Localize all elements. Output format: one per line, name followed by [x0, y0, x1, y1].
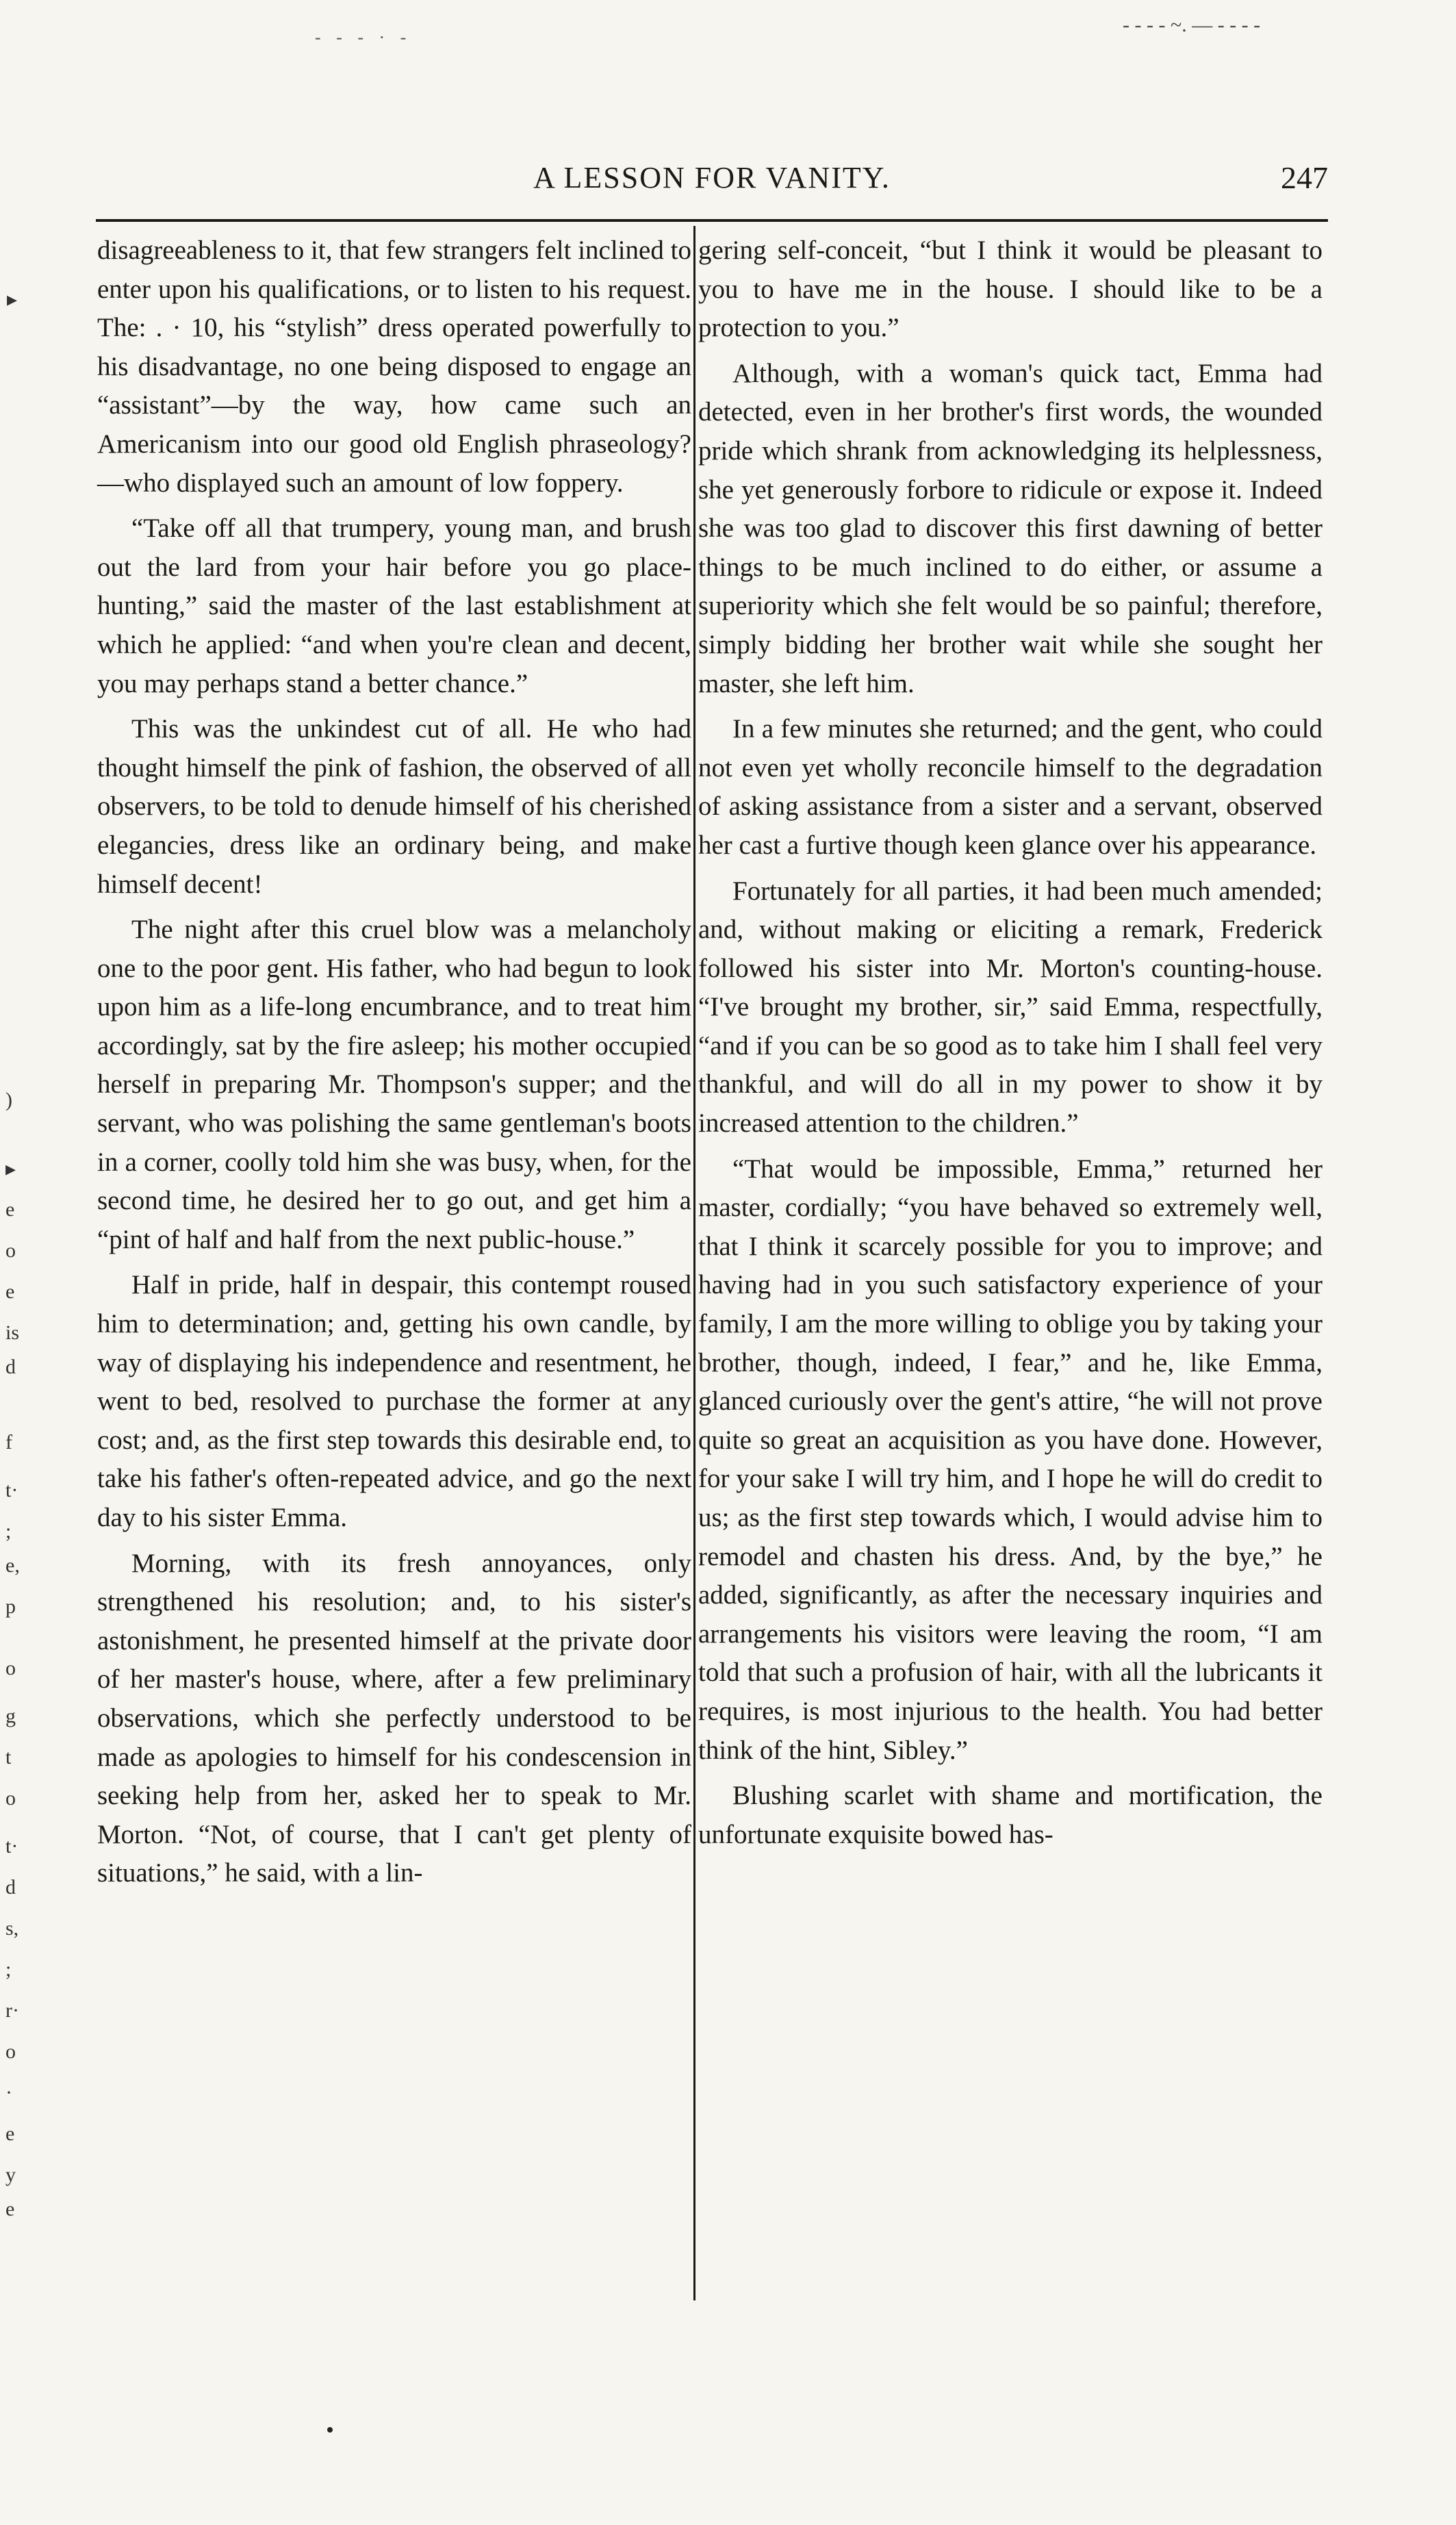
bleed-mark: · — [5, 2081, 12, 2104]
bleed-mark: o — [5, 1657, 16, 1679]
bleed-mark: ; — [5, 1958, 12, 1981]
paragraph: disagreeableness to it, that few strangers felt inclined to enter upon his qualifications, or to listen to his request. The: . · 10, his “stylish” dress operated powerfully to his disadvantage, no one being disposed to engage an “assistant”—by the way, how came such an Americanism into our good old English phraseology?—who displayed such an amount of low foppery. — [97, 236, 691, 498]
bleed-mark: ) — [5, 1089, 12, 1111]
column-divider — [693, 226, 695, 2300]
paragraph: Blushing scarlet with shame and mortification, the unfortunate exquisite bowed has- — [698, 1781, 1323, 1849]
bleed-mark: is — [5, 1321, 20, 1344]
paragraph: “Take off all that trumpery, young man, and brush out the lard from your hair before you go place-hunting,” said the master of the last establishment at which he applied: “and when you're clean and decent, you may perhaps stand a better chance.” — [97, 513, 691, 698]
bleed-mark: e — [5, 1198, 15, 1221]
bleed-mark: p — [5, 1595, 16, 1618]
bleed-mark: d — [5, 1876, 16, 1899]
right-column — [698, 231, 1323, 1861]
bleed-mark: ▸ — [7, 288, 18, 311]
ink-spot — [327, 2427, 333, 2433]
paragraph: Half in pride, half in despair, this contempt roused him to determination; and, getting his own candle, by way of displaying his independence and resentment, he went to bed, resolved to purchase the former at any cost; and, as the first step towards this desirable end, to take his father's often-repeated advice, and go the next day to his sister Emma. — [97, 1270, 691, 1532]
bleed-mark: e — [5, 2198, 15, 2220]
margin-bleed-through — [0, 0, 68, 2525]
running-title: A LESSON FOR VANITY. — [533, 161, 891, 194]
bleed-mark: s, — [5, 1917, 19, 1940]
bleed-mark: o — [5, 1239, 16, 1262]
bleed-mark: e, — [5, 1554, 20, 1577]
bleed-mark: f — [5, 1431, 12, 1454]
bleed-mark: t· — [5, 1479, 18, 1501]
paragraph: In a few minutes she returned; and the gent, who could not even yet wholly reconcile himself to the degradation of asking assistance from a sister and a servant, observed her cast a furtive though keen glance over his appearance. — [698, 714, 1323, 860]
bleed-mark: y — [5, 2164, 16, 2186]
paragraph: The night after this cruel blow was a melancholy one to the poor gent. His father, who had begun to look upon him as a life-long encumbrance, and to treat him accordingly, sat by the fire asleep; his mother occupied herself in preparing Mr. Thompson's supper; and the servant, who was polishing the same gentleman's boots in a corner, coolly told him she was busy, when, for the second time, he desired her to go out, and get him a “pint of half and half from the next public-house.” — [97, 915, 691, 1254]
paragraph: “That would be impossible, Emma,” returned her master, cordially; “you have behaved so extremely well, that I think it scarcely possible for you to improve; and having had in you such satisfactory experience of your family, I am the more willing to oblige you by taking your brother, though, indeed, I fear,” and he, like Emma, glanced curiously over the gent's attire, “he will not prove quite so great an acquisition as you have done. However, for your sake I will try him, and I hope he will do credit to us; as the first step towards which, I would advise him to remodel and chasten his dress. And, by the bye,” he added, significantly, as after the necessary inquiries and arrangements his visitors were leaving the room, “I am told that such a profusion of hair, with all the lubricants it requires, is most injurious to the health. You had better think of the hint, Sibley.” — [698, 1154, 1323, 1765]
paragraph: Fortunately for all parties, it had been much amended; and, without making or eliciting a remark, Frederick followed his sister into Mr. Morton's counting-house. “I've brought my brother, sir,” said Emma, respectfully, “and if you can be so good as to take him I shall feel very thankful, and will do all in my power to show it by increased attention to the children.” — [698, 876, 1323, 1139]
bleed-mark: ▸ — [5, 1158, 16, 1180]
bleed-mark: o — [5, 2040, 16, 2063]
header-rule — [96, 219, 1328, 222]
paragraph: Although, with a woman's quick tact, Emma had detected, even in her brother's first words, the wounded pride which shrank from acknowledging its helplessness, she yet generously forbore to ridicule or expose it. Indeed she was too glad to discover this first dawning of better things to be much inclined to do either, or assume a superiority which she felt would be so painful; therefore, simply bidding her brother wait while she sought her master, she left him. — [698, 358, 1323, 698]
paragraph: Morning, with its fresh annoyances, only strengthened his resolution; and, to his sister's astonishment, he presented himself at the private door of her master's house, where, after a few preliminary observations, which she perfectly understood to be made as apologies to himself for his condescension in seeking help from her, asked her to speak to Mr. Morton. “Not, of course, that I can't get plenty of situations,” he said, with a lin- — [97, 1548, 691, 1888]
page-number: 247 — [1281, 160, 1328, 195]
paragraph: gering self-conceit, “but I think it would be pleasant to you to have me in the house. I should like to be a protection to you.” — [698, 236, 1323, 343]
bleed-mark: o — [5, 1787, 16, 1810]
bleed-mark: ; — [5, 1520, 12, 1543]
paragraph: This was the unkindest cut of all. He who had thought himself the pink of fashion, the observed of all observers, to be told to denude himself of his cherished elegancies, dress like an ordinary being, and make himself decent! — [97, 714, 691, 899]
print-artifact: - - - · - — [315, 27, 412, 47]
bleed-mark: t· — [5, 1835, 18, 1857]
bleed-mark: g — [5, 1705, 16, 1727]
bleed-mark: t — [5, 1746, 12, 1768]
bleed-mark: e — [5, 2122, 15, 2145]
bleed-mark: e — [5, 1280, 15, 1303]
bleed-mark: d — [5, 1356, 16, 1378]
page-header — [96, 154, 1328, 202]
bleed-mark: r· — [5, 1999, 19, 2022]
print-artifact: - - - - ~. — - - - - — [1123, 14, 1261, 36]
left-column — [97, 231, 691, 1900]
